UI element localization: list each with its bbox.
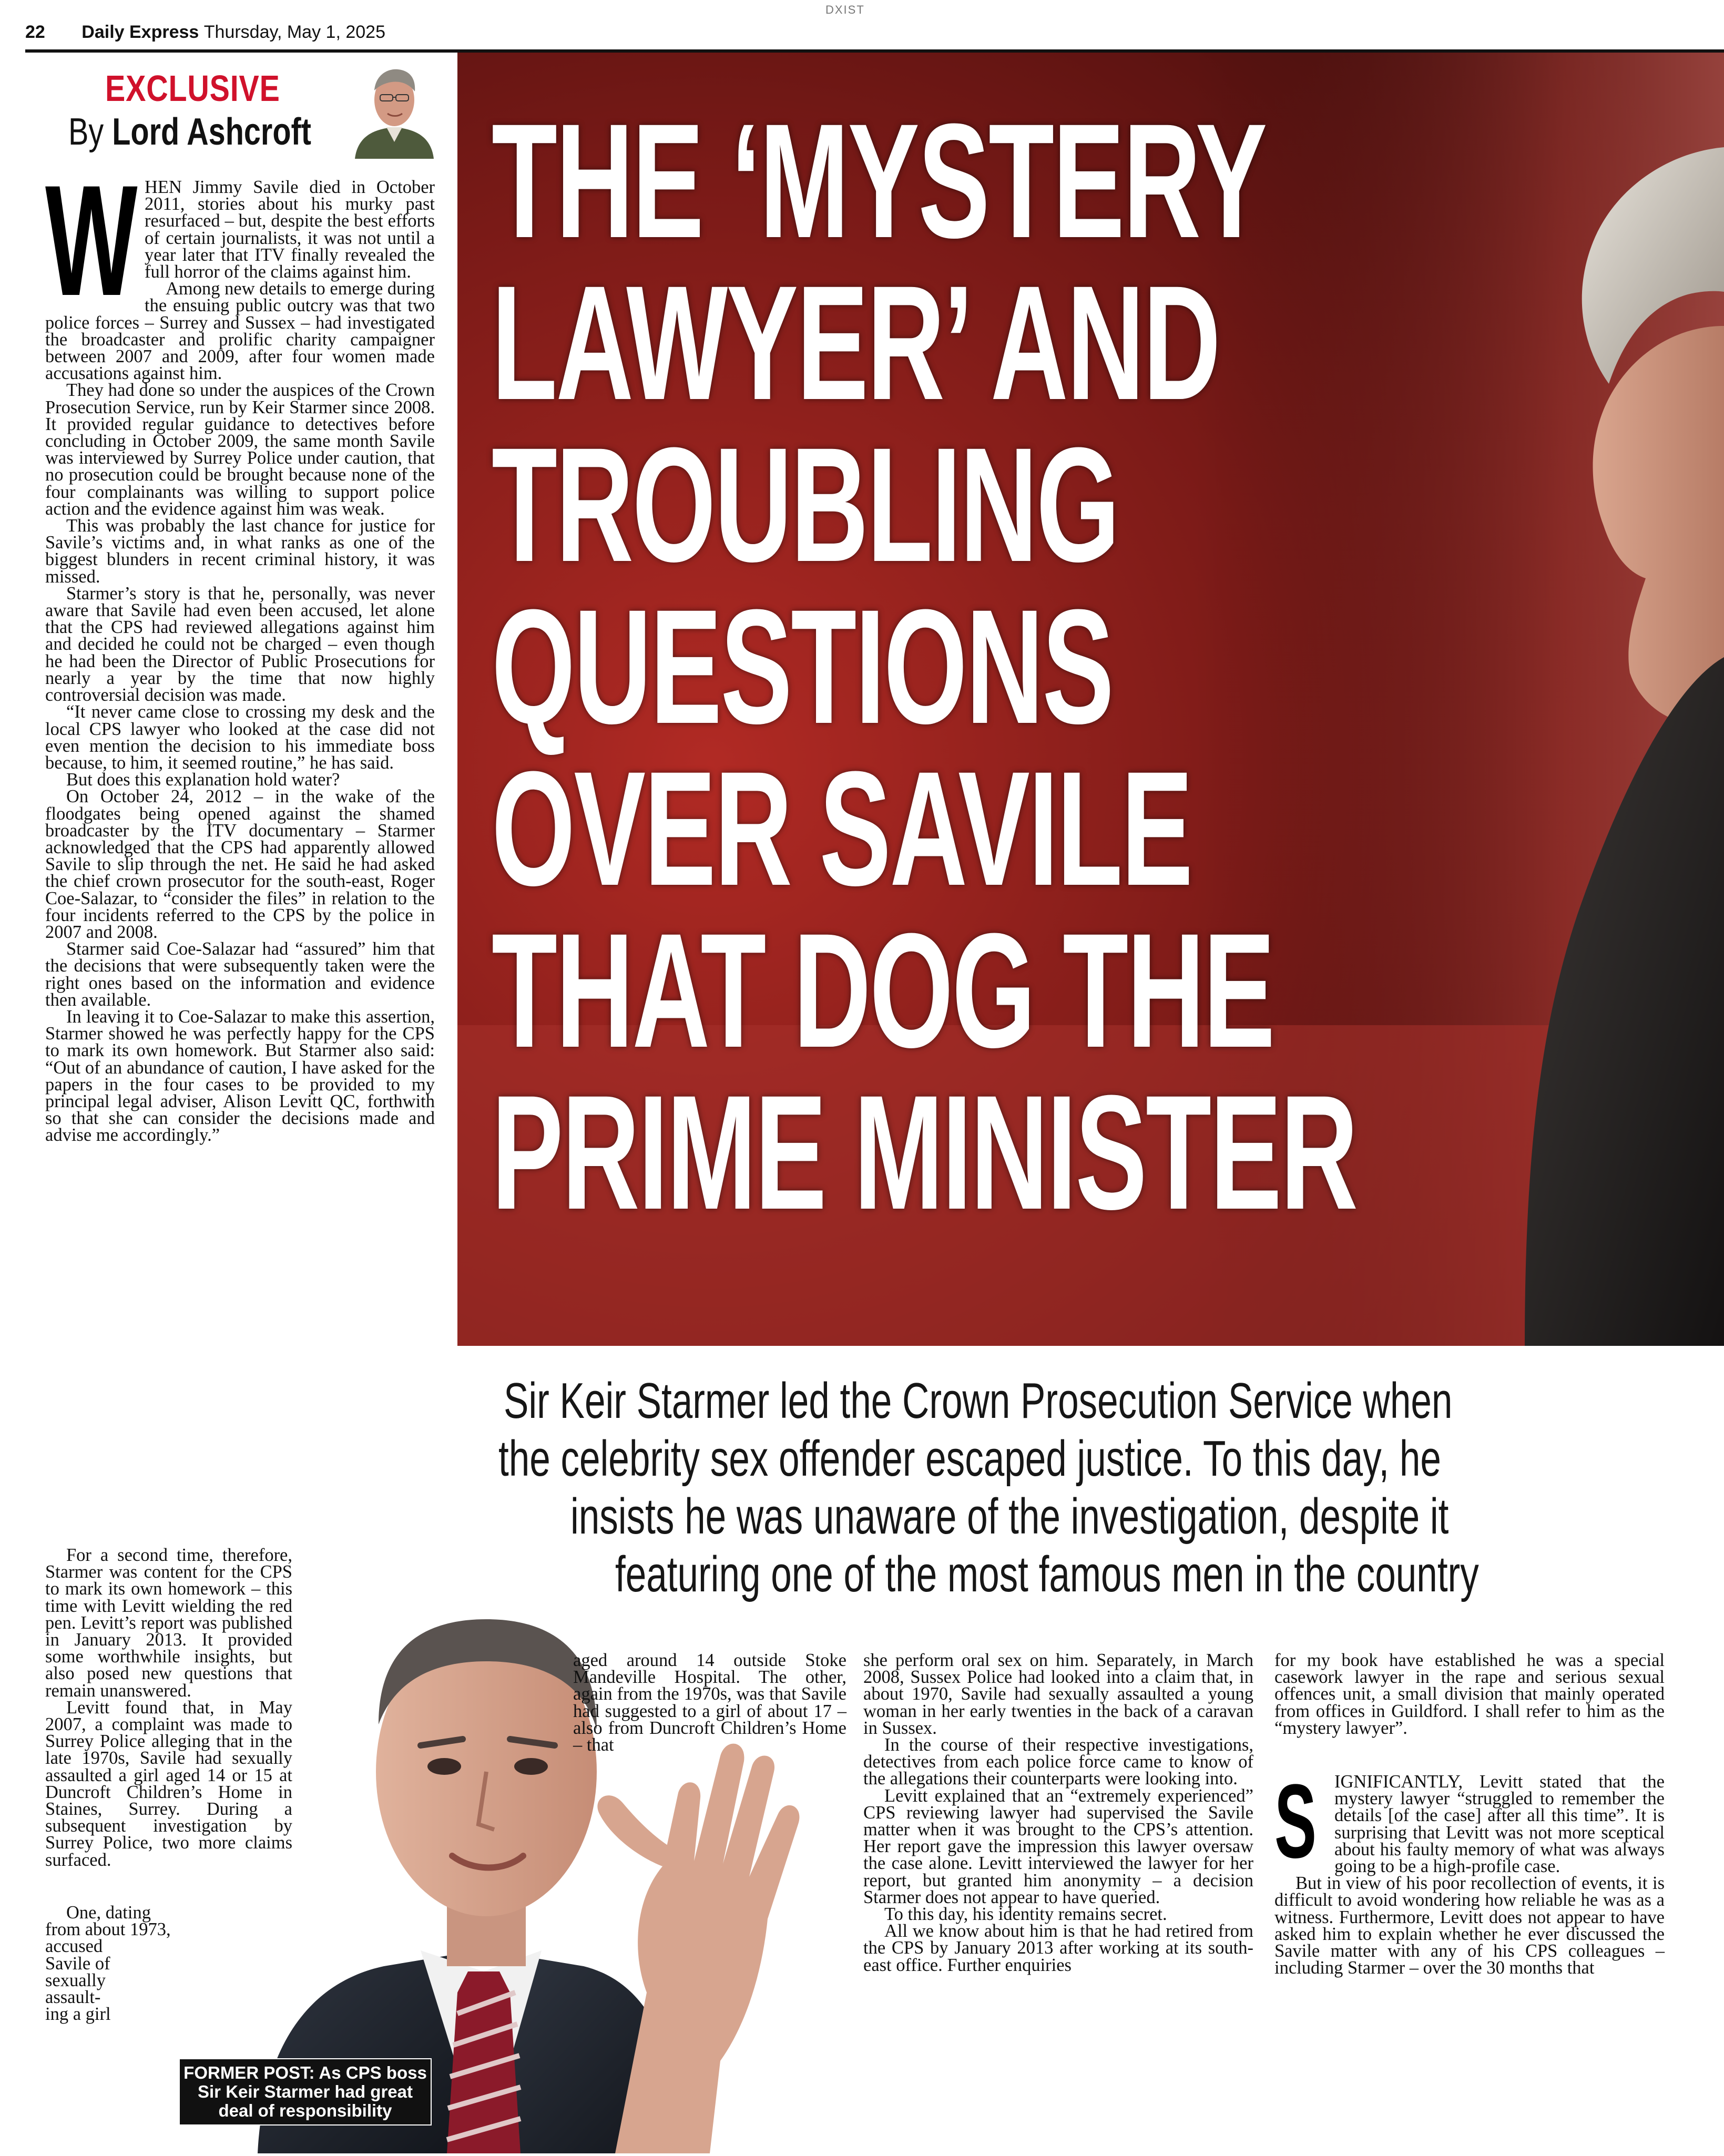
article-line: Savile of (45, 1953, 110, 1974)
headline-line: QUESTIONS (492, 575, 1113, 758)
paragraph-text: HEN Jimmy Savile died in October 2011, stories about his murky past resurfaced – but, despite the best efforts of certain journalists, it was not until a year later that ITV finally revealed the full horror of the claims against him. (145, 177, 435, 282)
article-paragraph: To this day, his identity remains secret. (884, 1904, 1167, 1925)
article-paragraph: Starmer said Coe-Salazar had “assured” him that the decisions that were subsequently taken were the right ones based on the information and evidence then available. (45, 939, 435, 1010)
article-paragraph: In the course of their respective investigations, detectives from each police force came to know of the allegations their counterparts were looking into. (863, 1735, 1253, 1789)
article-paragraph: for my book have established he was a special casework lawyer in the rape and serious sexual offences unit, a small division that mainly operated from offices in Guildford. I shall refer to him as the “mystery lawyer”. (1274, 1650, 1665, 1738)
headline-line: THE ‘MYSTERY (492, 89, 1266, 272)
byline (68, 110, 311, 154)
standfirst-line: insists he was unaware of the investigation, despite it (570, 1488, 1449, 1545)
article-column-3 (863, 1652, 1253, 1974)
article-line: accused (45, 1936, 103, 1957)
article-column-4 (1274, 1652, 1665, 1976)
drop-cap-s: S (1274, 1763, 1317, 1881)
article-paragraph: aged around 14 outside Stoke Mandeville Hospital. The other, again from the 1970s, was that Savile had suggested to a girl of about 17 – also from Duncroft Children’s Home – that (573, 1650, 846, 1755)
headline-line: THAT DOG THE (492, 899, 1274, 1081)
article-column-1-tail (45, 1903, 187, 2025)
article-paragraph: On October 24, 2012 – in the wake of the floodgates being opened against the shamed broadcaster by the ITV documentary – Starmer acknowledged that the CPS had apparently allowed Savile to slip through the net. He said he had asked the chief crown prosecutor for the south-east, Roger Coe-Salazar, to “consider the files” in relation to the four incidents referred to the CPS by the police in 2007 and 2008. (45, 786, 435, 942)
article-paragraph: Starmer’s story is that he, personally, was never aware that Savile had even been accused, let alone that the CPS had reviewed allegations against him and decided he could not be charged – even though he had been the Director of Public Prosecutions for nearly a year by the time that now highly controversial decision was made. (45, 583, 435, 706)
article-paragraph: But does this explanation hold water? (66, 770, 340, 790)
article-line: ing a girl (45, 2004, 111, 2025)
article-paragraph: For a second time, therefore, Starmer was content for the CPS to mark its own homework – this time with Levitt wielding the red pen. Levitt’s report was published in January 2013. It provided some worthwhile insights, but also posed new questions that remain unanswered. (45, 1545, 292, 1701)
publication-date: Thursday, May 1, 2025 (203, 22, 385, 42)
newspaper-name: Daily Express (81, 22, 199, 42)
article-column-2 (573, 1652, 846, 1753)
photo-caption: FORMER POST: As CPS boss Sir Keir Starmer had great deal of responsibility (179, 2058, 432, 2126)
article-line: sexually (45, 1970, 106, 1990)
byline-author: Lord Ashcroft (112, 111, 311, 153)
article-paragraph: Levitt found that, in May 2007, a complaint was made to Surrey Police alleging that in the late 1970s, Savile had sexually assaulted a girl aged 14 or 15 at Duncroft Children’s Home in Staines, Surrey. During a subsequent investigation by Surrey Police, two more claims surfaced. (45, 1697, 292, 1870)
article-paragraph: One, dating from about 1973, (45, 1903, 171, 1940)
standfirst-line: Sir Keir Starmer led the Crown Prosecution Service when (504, 1373, 1453, 1429)
article-paragraph: IGNIFICANTLY, Levitt stated that the mystery lawyer “struggled to remember the details [of the case] after all this time”. It is surprising that Levitt was not more sceptical about his faulty memory of what was always going to be a high-profile case. (1334, 1772, 1665, 1877)
drop-cap-w: W (45, 152, 138, 329)
article-paragraph: In leaving it to Coe-Salazar to make this assertion, Starmer showed he was perfectly happy for the CPS to mark its own homework. But Starmer also said: “Out of an abundance of caution, I have asked for the papers in the four cases to be provided to my principal legal adviser, Alison Levitt QC, forthwith so that she can consider the decisions made and advise me accordingly.” (45, 1006, 435, 1146)
exclusive-kicker: EXCLUSIVE (105, 68, 280, 109)
article-paragraph: This was probably the last chance for justice for Savile’s victims and, in what ranks as one of the biggest blunders in recent criminal history, it was missed. (45, 516, 435, 587)
standfirst-line: the celebrity sex offender escaped justice. To this day, he (498, 1430, 1441, 1487)
standfirst-line: featuring one of the most famous men in the country (615, 1546, 1479, 1602)
article-paragraph: “It never came close to crossing my desk and the local CPS lawyer who looked at the case did not even mention the decision to his immediate boss because, to him, it seemed routine,” he has said. (45, 702, 435, 773)
byline-by: By (68, 111, 104, 153)
article-paragraph: she perform oral sex on him. Separately, in March 2008, Sussex Police had looked into a claim that, in about 1970, Savile had sexually assaulted a young woman in her early twenties in the back of a caravan in Sussex. (863, 1650, 1253, 1738)
headline (492, 89, 1699, 1243)
headline-line: LAWYER’ AND (492, 251, 1220, 434)
author-portrait (350, 58, 439, 159)
article-paragraph: Levitt explained that an “extremely experienced” CPS reviewing lawyer had supervised the Savile matter when it was brought to the CPS’s attention. Her report gave the impression this lawyer oversaw the case alone. Levitt interviewed the lawyer for her report, but granted him anonymity – a decision Starmer does not appear to have queried. (863, 1785, 1253, 1907)
column-spacer (1274, 1736, 1665, 1773)
article-line: assault- (45, 1987, 101, 2008)
headline-line: PRIME MINISTER (492, 1061, 1357, 1243)
article-paragraph: They had done so under the auspices of the Crown Prosecution Service, run by Keir Starmer since 2008. It provided regular guidance to detectives before concluding in October 2009, the same month Savile was interviewed by Surrey Police under caution, that no prosecution could be brought because none of the four complainants was willing to support police action and the evidence against him was weak. (45, 380, 435, 519)
article-column-1 (45, 152, 435, 1146)
author-portrait-photo (350, 58, 439, 159)
headline-line: OVER SAVILE (492, 737, 1192, 919)
page-slug: DXIST (825, 3, 865, 16)
article-paragraph: But in view of his poor recollection of events, it is difficult to avoid wondering how reliable he was as a witness. Furthermore, Levitt does not appear to have asked him to explain whether he ever discussed the Savile matter with any of his CPS colleagues – including Starmer – over the 30 months that (1274, 1873, 1665, 1978)
folio (25, 22, 385, 43)
article-paragraph: Among new details to emerge during the ensuing public outcry was that two police forces – Surrey and Sussex – had investigated the broadcaster and prolific charity campaigner between 2007 and 2009, after four women made accusations against him. (45, 279, 435, 384)
article-paragraph: All we know about him is that he had retired from the CPS by January 2013 after working at its south-east office. Further enquiries (863, 1921, 1253, 1975)
headline-line: TROUBLING (492, 413, 1119, 596)
page-number: 22 (25, 22, 45, 42)
